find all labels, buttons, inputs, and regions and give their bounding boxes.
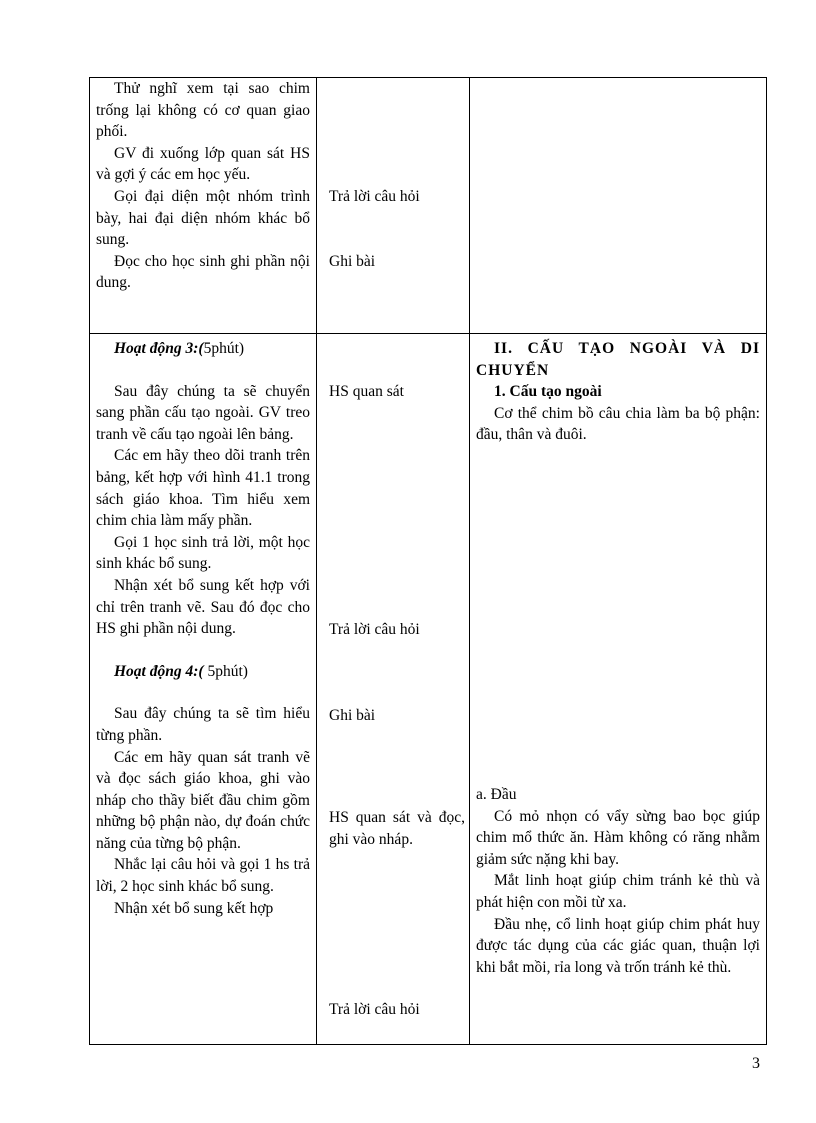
teacher-text: Các em hãy quan sát tranh vẽ và đọc sách giáo khoa, ghi vào nháp cho thầy biết đầu chim gồm những bộ phận nào, dự đoán chức năng của từng bộ phận. bbox=[96, 748, 310, 852]
activity-3-heading bbox=[96, 338, 310, 360]
table-row bbox=[90, 334, 767, 1045]
teacher-text: Nhận xét bổ sung kết hợp bbox=[114, 899, 274, 917]
student-text: Trả lời câu hỏi bbox=[329, 621, 420, 638]
page-number: 3 bbox=[752, 1055, 760, 1072]
teacher-text: Thử nghĩ xem tại sao chim trống lại không có cơ quan giao phối. bbox=[96, 80, 310, 141]
content-text: Mắt linh hoạt giúp chim tránh kẻ thù và phát hiện con mồi từ xa. bbox=[476, 872, 760, 911]
student-cell bbox=[317, 334, 470, 1045]
content-text: Cơ thể chim bồ câu chia làm ba bộ phận: đầu, thân và đuôi. bbox=[476, 404, 760, 444]
student-cell bbox=[317, 78, 470, 334]
content-cell bbox=[470, 334, 767, 1045]
content-text: Có mỏ nhọn có vẩy sừng bao bọc giúp chim mổ thức ăn. Hàm không có răng nhằm giảm sức nặng khi bay. bbox=[476, 807, 760, 868]
teacher-text: GV đi xuống lớp quan sát HS và gợi ý các em học yếu. bbox=[96, 144, 310, 184]
content-cell bbox=[470, 78, 767, 334]
lesson-table bbox=[89, 77, 767, 1045]
teacher-text: Nhận xét bổ sung kết hợp với chỉ trên tranh vẽ. Sau đó đọc cho HS ghi phần nội dung. bbox=[96, 576, 310, 638]
student-text: Trả lời câu hỏi bbox=[329, 188, 420, 205]
student-text: Trả lời câu hỏi bbox=[329, 1001, 420, 1018]
subsection-heading: 1. Cấu tạo ngoài bbox=[494, 383, 602, 401]
activity-4-heading bbox=[96, 661, 310, 683]
teacher-text: Sau đây chúng ta sẽ chuyển sang phần cấu tạo ngoài. GV treo tranh về cấu tạo ngoài lên bảng. bbox=[96, 382, 310, 443]
activity-time: 5phút) bbox=[203, 340, 245, 357]
teacher-text: Gọi đại diện một nhóm trình bày, hai đại diện nhóm khác bổ sung. bbox=[96, 187, 310, 249]
activity-title: Hoạt động 3 bbox=[114, 340, 194, 357]
student-text: Ghi bài bbox=[329, 253, 376, 270]
teacher-text: Các em hãy theo dõi tranh trên bảng, kết hợp với hình 41.1 trong sách giáo khoa. Tìm hiểu xem chim chia làm mấy phần. bbox=[96, 447, 310, 530]
activity-punct: :( bbox=[193, 340, 204, 357]
content-text: Đầu nhẹ, cổ linh hoạt giúp chim phát huy được tác dụng của các giác quan, thuận lợi khi bắt mồi, rỉa long và trốn tránh kẻ thù. bbox=[476, 915, 760, 976]
activity-title: Hoạt động 4 bbox=[114, 662, 194, 680]
activity-time: 5phút) bbox=[203, 662, 248, 680]
table-row bbox=[90, 78, 767, 334]
student-text: HS quan sát bbox=[329, 383, 404, 400]
head-label: a. Đầu bbox=[476, 786, 517, 803]
teacher-text: Đọc cho học sinh ghi phần nội dung. bbox=[96, 252, 310, 292]
activity-punct: :( bbox=[193, 662, 204, 680]
teacher-text: Nhắc lại câu hỏi và gọi 1 hs trả lời, 2 học sinh khác bổ sung. bbox=[96, 856, 310, 896]
teacher-cell bbox=[90, 334, 317, 1045]
section-heading: II. CẤU TẠO NGOÀI VÀ DI CHUYỂN bbox=[476, 340, 760, 379]
teacher-text: Gọi 1 học sinh trả lời, một học sinh khác bổ sung. bbox=[96, 533, 310, 573]
teacher-cell bbox=[90, 78, 317, 334]
student-text: HS quan sát và đọc, ghi vào nháp. bbox=[329, 809, 465, 848]
student-text: Ghi bài bbox=[329, 707, 376, 724]
teacher-text: Sau đây chúng ta sẽ tìm hiểu từng phần. bbox=[96, 705, 310, 744]
